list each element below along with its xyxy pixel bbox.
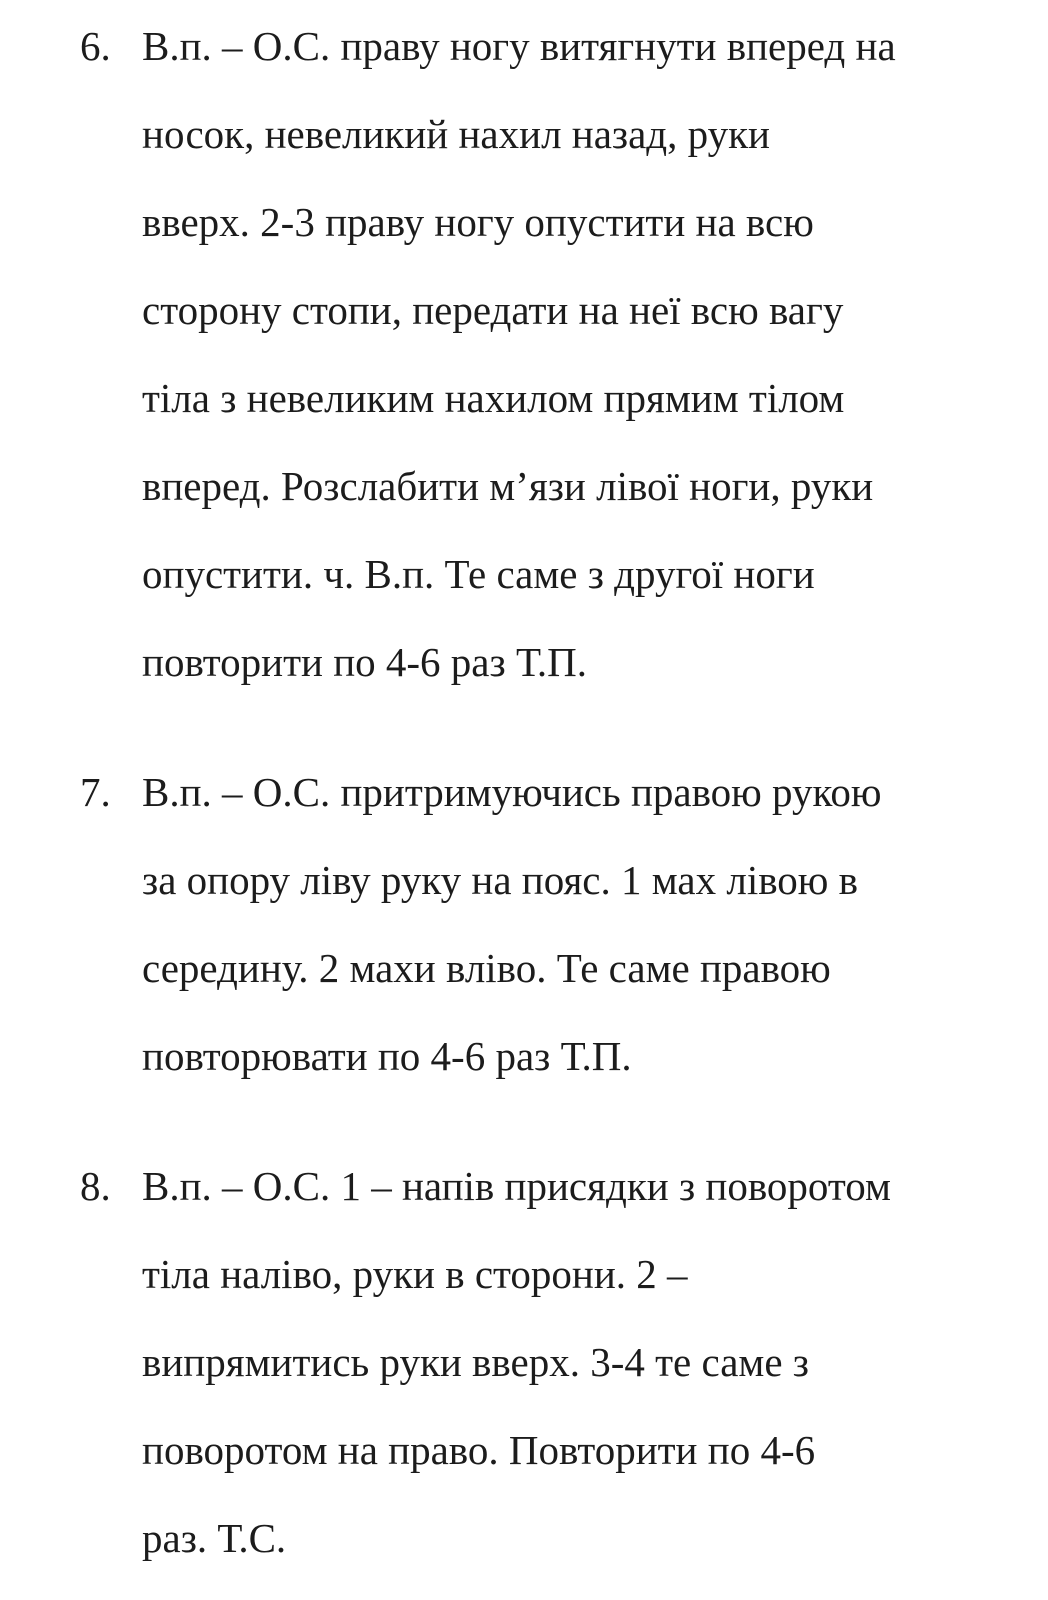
item-text	[142, 748, 1032, 1100]
text-line: В.п. – О.С. притримуючись правою рукою	[142, 769, 882, 815]
text-line: носок, невеликий нахил назад, руки	[142, 111, 770, 157]
item-number: 6.	[80, 23, 111, 69]
text-line: середину. 2 махи вліво. Те саме правою	[142, 945, 831, 991]
text-line: В.п. – О.С. праву ногу витягнути вперед на	[142, 23, 896, 69]
text-line: тіла з невеликим нахилом прямим тілом	[142, 375, 845, 421]
text-line: повторити по 4-6 раз Т.П.	[142, 639, 587, 685]
item-number: 7.	[80, 769, 111, 815]
text-line: сторону стопи, передати на неї всю вагу	[142, 287, 844, 333]
item-text	[142, 2, 1032, 706]
text-line: вперед. Розслабити м’язи лівої ноги, руки	[142, 463, 874, 509]
item-text	[142, 1142, 1032, 1582]
text-line: опустити. ч. В.п. Те саме з другої ноги	[142, 551, 815, 597]
text-line: раз. Т.С.	[142, 1515, 287, 1561]
text-line: В.п. – О.С. 1 – напів присядки з поворотом	[142, 1163, 891, 1209]
text-line: за опору ліву руку на пояс. 1 мах лівою в	[142, 857, 859, 903]
text-line: повторювати по 4-6 раз Т.П.	[142, 1033, 632, 1079]
item-number: 8.	[80, 1163, 111, 1209]
text-line: поворотом на право. Повторити по 4-6	[142, 1427, 816, 1473]
text-line: тіла наліво, руки в сторони. 2 –	[142, 1251, 688, 1297]
text-line: вверх. 2-3 праву ногу опустити на всю	[142, 199, 814, 245]
text-line: випрямитись руки вверх. 3-4 те саме з	[142, 1339, 809, 1385]
